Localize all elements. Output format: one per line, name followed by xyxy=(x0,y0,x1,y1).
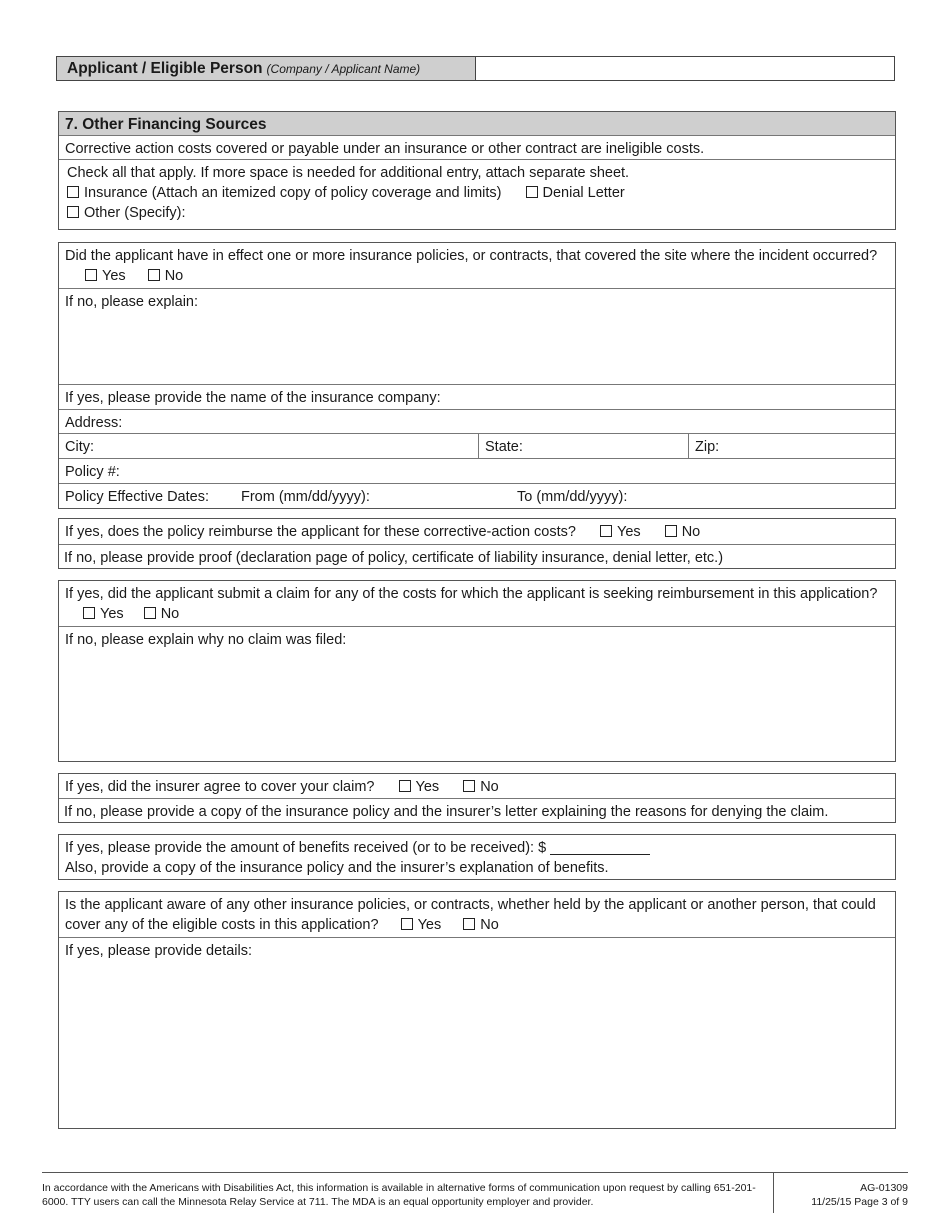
benefits-amount-label: If yes, please provide the amount of benefits received (or to be received): $ xyxy=(65,840,547,856)
reimburse-question-row xyxy=(59,519,895,544)
other-policies-question: Is the applicant aware of any other insurance policies, or contracts, whether held by the applicant or another person, that could cover any of the eligible costs in this application? xyxy=(65,897,876,933)
insurance-option-label: Insurance (Attach an itemized copy of policy coverage and limits) xyxy=(84,185,502,201)
from-date-field[interactable] xyxy=(241,487,370,507)
form-id: AG-01309 xyxy=(860,1182,908,1194)
claim-yes-checkbox[interactable] xyxy=(83,607,95,619)
policies-no-checkbox[interactable] xyxy=(148,269,160,281)
zip-label: Zip: xyxy=(695,439,720,455)
insurer-box xyxy=(58,773,896,823)
policies-no-option[interactable] xyxy=(148,266,184,286)
other-option-line xyxy=(67,203,889,223)
city-cell[interactable] xyxy=(59,434,478,458)
other-policies-details-row[interactable] xyxy=(59,937,895,1128)
applicant-label-hint: (Company / Applicant Name) xyxy=(266,62,421,76)
other-policies-no-option[interactable] xyxy=(463,915,499,935)
policies-question-row xyxy=(59,243,895,288)
applicant-name-field[interactable] xyxy=(477,57,894,80)
denial-letter-label: Denial Letter xyxy=(542,185,625,201)
claim-box xyxy=(58,580,896,762)
from-date-label: From (mm/dd/yyyy): xyxy=(241,489,370,505)
city-state-zip-row xyxy=(59,433,895,458)
policy-number-row[interactable] xyxy=(59,458,895,483)
policies-no-label: No xyxy=(164,268,184,284)
claim-explain-label: If no, please explain why no claim was filed: xyxy=(65,632,347,648)
applicant-box xyxy=(56,56,895,81)
claim-explain-row[interactable] xyxy=(59,626,895,761)
claim-no-option[interactable] xyxy=(144,604,180,624)
reimburse-no-label: No xyxy=(681,524,701,540)
insurer-no-option[interactable] xyxy=(463,777,499,797)
other-policies-yes-option[interactable] xyxy=(401,915,442,935)
policies-box xyxy=(58,242,896,509)
address-row[interactable] xyxy=(59,409,895,433)
state-cell[interactable] xyxy=(478,434,688,458)
claim-question-row xyxy=(59,581,895,626)
other-option-label: Other (Specify): xyxy=(84,205,186,221)
other-policies-yes-checkbox[interactable] xyxy=(401,918,413,930)
insurance-company-row[interactable] xyxy=(59,384,895,409)
city-label: City: xyxy=(65,439,94,455)
insurer-yes-option[interactable] xyxy=(399,777,440,797)
benefits-box xyxy=(58,834,896,880)
reimburse-yes-option[interactable] xyxy=(600,522,641,542)
reimburse-no-checkbox[interactable] xyxy=(665,525,677,537)
insurer-denial-note: If no, please provide a copy of the insurance policy and the insurer’s letter explaining the reasons for denying the claim. xyxy=(59,798,895,822)
other-policies-details-label: If yes, please provide details: xyxy=(65,943,252,959)
other-policies-no-checkbox[interactable] xyxy=(463,918,475,930)
other-checkbox[interactable] xyxy=(67,206,79,218)
insurance-company-label: If yes, please provide the name of the insurance company: xyxy=(65,390,441,406)
insurance-checkbox[interactable] xyxy=(67,186,79,198)
claim-question: If yes, did the applicant submit a claim for any of the costs for which the applicant is seeking reimbursement in this application? xyxy=(65,586,878,602)
insurer-no-checkbox[interactable] xyxy=(463,780,475,792)
page-footer xyxy=(42,1172,908,1208)
section-7-heading: 7. Other Financing Sources xyxy=(59,112,895,135)
ada-statement: In accordance with the Americans with Disabilities Act, this information is available in alternative forms of communication upon request by calling 651-201-6000. TTY users can call the Minnesota Relay Service at 711. The MDA is an equal opportunity employer and provider. xyxy=(42,1182,756,1208)
reimburse-yes-label: Yes xyxy=(617,524,641,540)
insurer-yes-label: Yes xyxy=(415,779,440,795)
state-label: State: xyxy=(485,439,523,455)
insurer-question: If yes, did the insurer agree to cover your claim? xyxy=(65,779,375,795)
zip-cell[interactable] xyxy=(688,434,895,458)
policies-explain-label: If no, please explain: xyxy=(65,294,199,310)
other-policies-box xyxy=(58,891,896,1129)
applicant-label: Applicant / Eligible Person xyxy=(67,60,263,77)
policies-question: Did the applicant have in effect one or more insurance policies, or contracts, that covered the site where the incident occurred? xyxy=(65,248,878,264)
reimburse-box xyxy=(58,518,896,569)
insurer-yes-checkbox[interactable] xyxy=(399,780,411,792)
check-options-line xyxy=(67,183,889,203)
reimburse-yes-checkbox[interactable] xyxy=(600,525,612,537)
other-policies-yes-label: Yes xyxy=(417,917,442,933)
effective-dates-row xyxy=(59,483,895,508)
applicant-label-cell xyxy=(57,57,476,80)
check-all-row xyxy=(59,159,895,229)
policy-number-label: Policy #: xyxy=(65,464,120,480)
denial-letter-option[interactable] xyxy=(526,183,625,203)
claim-yes-label: Yes xyxy=(100,606,124,622)
benefits-note: Also, provide a copy of the insurance policy and the insurer’s explanation of benefits. xyxy=(65,860,609,876)
policies-yes-label: Yes xyxy=(102,268,126,284)
reimburse-question: If yes, does the policy reimburse the applicant for these corrective-action costs? xyxy=(65,524,576,540)
date-page: 11/25/15 Page 3 of 9 xyxy=(811,1196,908,1208)
denial-letter-checkbox[interactable] xyxy=(526,186,538,198)
policies-yes-option[interactable] xyxy=(85,266,126,286)
benefits-row xyxy=(59,835,895,879)
claim-no-label: No xyxy=(160,606,180,622)
reimburse-no-option[interactable] xyxy=(665,522,701,542)
other-policies-no-label: No xyxy=(480,917,499,933)
benefits-line xyxy=(65,838,889,858)
claim-yes-option[interactable] xyxy=(83,604,124,624)
footer-form-info xyxy=(773,1173,908,1213)
section-7-box xyxy=(58,111,896,230)
to-date-label: To (mm/dd/yyyy): xyxy=(517,489,628,505)
insurer-no-label: No xyxy=(480,779,499,795)
check-intro: Check all that apply. If more space is needed for additional entry, attach separate sheet. xyxy=(67,165,630,181)
ineligible-note: Corrective action costs covered or payable under an insurance or other contract are ineligible costs. xyxy=(59,135,895,159)
benefits-amount-field[interactable] xyxy=(550,840,650,855)
other-policies-question-row xyxy=(59,892,895,937)
effective-dates-label: Policy Effective Dates: xyxy=(65,489,209,505)
reimburse-proof-note: If no, please provide proof (declaration page of policy, certificate of liability insurance, denial letter, etc.) xyxy=(59,544,895,568)
claim-no-checkbox[interactable] xyxy=(144,607,156,619)
address-label: Address: xyxy=(65,415,123,431)
policies-yes-checkbox[interactable] xyxy=(85,269,97,281)
insurer-question-row xyxy=(59,774,895,798)
to-date-field[interactable] xyxy=(517,487,627,507)
policies-explain-row[interactable] xyxy=(59,288,895,384)
